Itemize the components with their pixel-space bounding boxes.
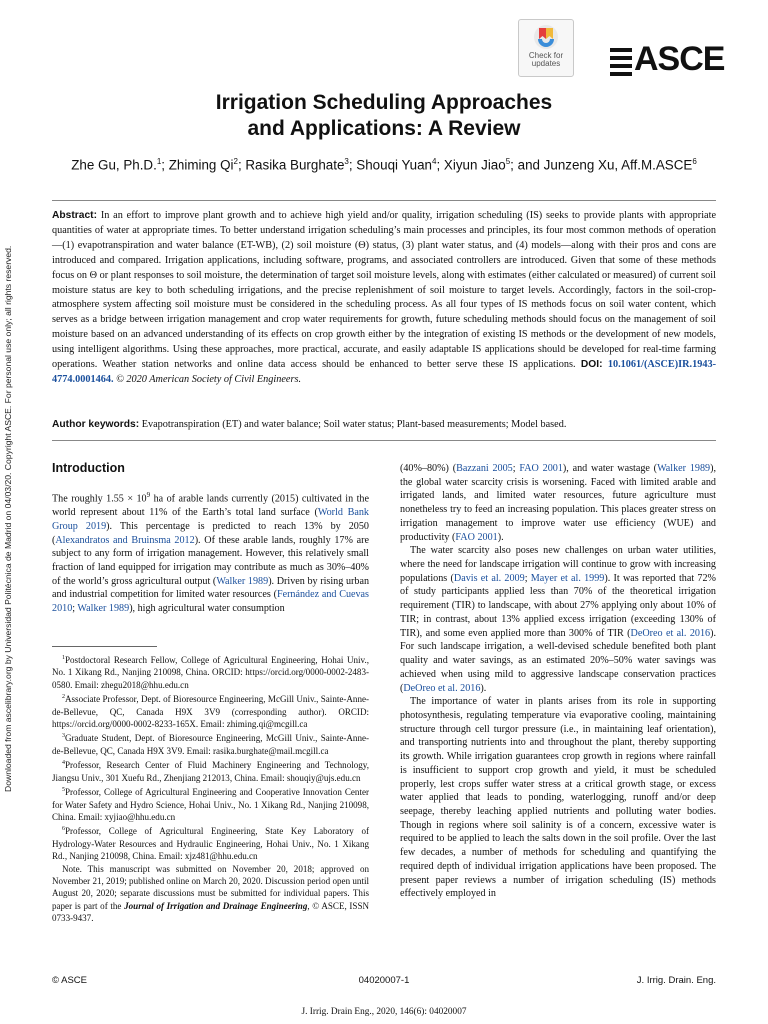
download-notice	[1, 212, 15, 792]
author: Shouqi Yuan	[356, 157, 433, 173]
doi-link[interactable]: 10.1061/(ASCE)IR.1943-4774.0001464.	[52, 359, 717, 385]
abstract: Abstract: In an effort to improve plant growth and to achieve high yield and/or quality, irrigation scheduling (IS) seeks to provide plants with appropriate quantities of water at appropriate times. To better understand irrigation scheduling’s main processes and principles, its four most common methods of operation—(1) evapotranspiration and water balance (ET-WB), (2) soil moisture (Θ) status, (3) plant water status, and (4) models—along with their pros and cons are introduced and compared. Irrigation applications, including software, programs, and associated controllers are introduced. Given that some of these methods focus on Θ or plant responses to soil moisture, the determination of target soil moisture levels, along with estimates (either calculated or measured) of current soil moisture status are key to both scheduling irrigations, and the precise replenishment of soil moisture to target levels. Accordingly, factors in the soil-crop-atmosphere system affecting soil moisture must be considered in the scheduling process. As all four types of IS methods focus on soil water content, which serves as a bridge between irrigation management and crop water requirements for growth, future scheduling methods should focus on the management of soil moisture based on an advanced understanding of its effects on crop growth either by the integration of existing IS methods or the development of new models, using intelligent algorithms. Using these approaches, more practical, accurate, and easily adaptable IS applications should be developed for real-time farming operations. Weather station networks and online data access should be enhanced to better serve these IS applications. DOI: 10.1061/(ASCE)IR.1943-4774.0001464. © 2020 American Society of Civil Engineers.	[52, 210, 717, 385]
crossmark-icon	[533, 24, 559, 50]
author: Xiyun Jiao	[443, 157, 506, 173]
author: Rasika Burghate	[245, 157, 345, 173]
left-column	[52, 489, 369, 616]
download-notice-text: Downloaded from ascelibrary.org by Universidad Politécnica de Madrid on 04/03/20. Copyright ASCE. For personal use only; all rights reserved.	[3, 245, 13, 792]
footer-page-id: 04020007-1	[358, 975, 410, 986]
reference-link[interactable]: Bazzani 2005	[456, 463, 513, 474]
paragraph: The water scarcity also poses new challenges on urban water utilities, where the need for landscape irrigation will continue to grow with increasing populations (Davis et al. 2009; Mayer et al. 1999). It was reported that 72% of study participants applied less than 70% of the theoretical irrigation requirement (TIR) to landscape, with about 27% applying only about 10% of TIR; in contrast, about 13% applied excess irrigation (exceeding 130% of TIR), and some even applied more than 300% of TIR (DeOreo et al. 2016). For such landscape irrigation, a well-devised schedule benefited both plant quality and water savings, as an estimated 20%–50% water savings was achieved when using mild to aggressive landscape conservation practices (DeOreo et al. 2016).	[400, 545, 716, 694]
author-affiliations	[52, 652, 369, 925]
footnote: $^3$Graduate Student, Dept. of Bioresource Engineering, McGill Univ., Sainte-Anne-de-Bellevue, QC, Canada H9X 3V9. Email: rasika.burghate@mail.mcgill.ca	[52, 733, 369, 756]
asce-emblem-icon	[608, 42, 634, 78]
section-heading-introduction: Introduction	[52, 461, 125, 475]
author-list: Zhe Gu, Ph.D.$^1$; Zhiming Qi$^2$; Rasika Burghate$^3$; Shouqi Yuan$^4$; Xiyun Jiao$^5$; and Junzeng Xu, Aff.M.ASCE$^6$	[71, 157, 697, 173]
footnote: $^6$Professor, College of Agricultural Engineering, State Key Laboratory of Hydrology-Water Resources and Hydraulic Engineering, Hohai Univ., No. 1 Xikang Rd., Nanjing 210098, China. Email: xjz481@hhu.edu.cn	[52, 826, 369, 862]
reference-link[interactable]: DeOreo et al. 2016	[630, 627, 711, 639]
paragraph: The importance of water in plants arises from its role in supporting photosynthesis, regulating temperature via evaporative cooling, maintaining structure through cell turgor pressure (i.e., in maintaining leaf orientation), and transporting nutrients into and throughout the plant, thereby supporting its growth. While irrigation guarantees crop growth in regions where rainfall is insufficient to support crop growth and yield, it must be scheduled properly, lest crops suffer water stress at a critical growth stage, or excess water applied that leads to ponding, waterlogging, runoff and/or deep seepage, thereby leaching applied nutrients and polluting water bodies. Though in regions where soil salinity is of a concern, excessive water is required to be applied to leach the salts down in the soil profile. Over the last few decades, a number of methods for scheduling and quantifying the required depth of individual irrigation applications have been proposed. The present paper reviews a number of irrigation scheduling (IS) methods effectively employed in	[400, 696, 716, 900]
footnote: $^5$Professor, College of Agricultural Engineering and Cooperative Innovation Center for Water Safety and Hydro Science, Hohai Univ., No. 1 Xikang Rd., Nanjing 210098, China. Email: xyjiao@hhu.edu.cn	[52, 787, 369, 822]
reference-link[interactable]: Walker 1989	[77, 603, 130, 615]
reference-link[interactable]: FAO 2001	[519, 463, 563, 474]
reference-link[interactable]: Walker 1989	[657, 463, 711, 474]
footer-journal: J. Irrig. Drain. Eng.	[636, 975, 716, 986]
author-keywords: Author keywords: Evapotranspiration (ET) and water balance; Soil water status; Plant-based measurements; Model based.	[52, 419, 567, 430]
keywords-bottom-rule	[52, 440, 716, 441]
citation-line: J. Irrig. Drain Eng., 2020, 146(6): 04020007	[301, 1007, 467, 1017]
footnote-rule	[52, 646, 157, 647]
reference-link[interactable]: DeOreo et al. 2016	[403, 682, 481, 694]
paragraph: The roughly $1.55 \times 10^9$ ha of arable lands currently (2015) cultivated in the world represent about 11% of the Earth’s total land surface (World Bank Group 2019). This percentage is predicted to reach 13% by 2050 (Alexandratos and Bruinsma 2012). Of these arable lands, roughly 17% are subject to any form of irrigation management. However, this relatively small fraction of land equipped for irrigation may contribute as much as 30%–40% of the world’s gross agricultural output (Walker 1989). Driven by rising urban and industrial competition for limited water resources (Fernández and Cuevas 2010; Walker 1989), high agricultural water consumption	[52, 491, 370, 615]
reference-link[interactable]: Fernández and Cuevas 2010	[52, 589, 369, 615]
paragraph: (40%–80%) (Bazzani 2005; FAO 2001), and water wastage (Walker 1989), the global water scarcity crisis is worsening. Faced with limited arable and irrigated lands, and limited water resources, future agriculture must nonetheless try to feed an increasing population. This places greater stress on irrigation management to improve water use efficiency (WUE) and productivity (FAO 2001).	[400, 463, 716, 543]
reference-link[interactable]: Davis et al. 2009	[453, 572, 525, 584]
reference-link[interactable]: Alexandratos and Bruinsma 2012	[55, 534, 195, 546]
reference-link[interactable]: Walker 1989	[216, 575, 269, 587]
footnote: $^4$Professor, Research Center of Fluid Machinery Engineering and Technology, Jiangsu Univ., 301 Xuefu Rd., Zhenjiang 212013, China. Email: shouqiy@ujs.edu.cn	[52, 760, 369, 783]
footer-copyright: © ASCE	[52, 975, 87, 986]
manuscript-note: Note. This manuscript was submitted on November 20, 2018; approved on November 21, 2019; published online on March 20, 2020. Discussion period open until August 20, 2020; separate discussions must be submitted for individual papers. This paper is part of the Journal of Irrigation and Drainage Engineering, © ASCE, ISSN 0733-9437.	[52, 863, 370, 924]
asce-logo-text: ASCE	[634, 40, 725, 78]
abstract-top-rule	[52, 200, 716, 201]
author: Zhiming Qi	[168, 157, 234, 173]
journal-name: Journal of Irrigation and Drainage Engineering	[124, 900, 308, 911]
footnote: $^1$Postdoctoral Research Fellow, College of Agricultural Engineering, Hohai Univ., No. 1 Xikang Rd., Nanjing 210098, China. ORCID: https://orcid.org/0000-0002-2483-0580. Email: zhegu2018@hhu.edu.cn	[52, 655, 369, 690]
footnote: $^2$Associate Professor, Dept. of Bioresource Engineering, McGill Univ., Sainte-Anne-de-Bellevue, QC, Canada H9X 3V9 (corresponding author). ORCID: https://orcid.org/0000-0002-8233-165X. Email: zhiming.qi@mcgill.ca	[52, 694, 369, 730]
right-column	[400, 462, 716, 901]
check-for-updates-badge[interactable]	[518, 19, 574, 77]
abstract-label: Abstract:	[52, 210, 97, 221]
author: Zhe Gu, Ph.D.	[71, 157, 157, 173]
copyright-notice: © 2020 American Society of Civil Engineers.	[116, 373, 302, 385]
abstract-text: In an effort to improve plant growth and to achieve high yield and/or quality, irrigation scheduling (IS) seeks to provide plants with appropriate quantities of water at appropriate times. To better understand irrigation scheduling’s main processes and principles, its four most common methods of operation—(1) evapotranspiration and water balance (ET-WB), (2) soil moisture (Θ) status, (3) plant water status, and (4) models—along with their pros and cons are introduced and compared. Irrigation applications, including software, programs, and associated controllers are introduced. Given that some of these methods focus on Θ or plant responses to soil moisture, the determination of target soil moisture levels, along with estimates (either calculated or measured) of current soil moisture status are key to both scheduling irrigations, and the precise replenishment of soil moisture to target levels. Accordingly, factors in the soil-crop-atmosphere system affecting soil moisture must be considered in the scheduling process. As all four types of IS methods focus on soil water content, which serves as a bridge between irrigation management and crop water requirements for growth, future scheduling methods should focus on the management of soil moisture based on an advanced understanding of its effects on crop growth either by the integration of existing IS methods or the development of new models, using intelligent algorithms. Using these approaches, more practical, accurate, and easily adaptable IS applications should be developed for real-time farming operations. Weather station networks and online data access should be enhanced to better serve these IS applications.	[52, 210, 716, 371]
check-for-updates-label: Check for updates	[528, 51, 564, 68]
author: and Junzeng Xu, Aff.M.ASCE	[517, 157, 693, 173]
asce-logo	[608, 40, 725, 82]
reference-link[interactable]: World Bank Group 2019	[52, 507, 369, 532]
paper-title: Irrigation Scheduling Approaches and Applications: A Review	[215, 91, 553, 140]
reference-link[interactable]: Mayer et al. 1999	[530, 572, 605, 584]
reference-link[interactable]: FAO 2001	[455, 531, 498, 543]
